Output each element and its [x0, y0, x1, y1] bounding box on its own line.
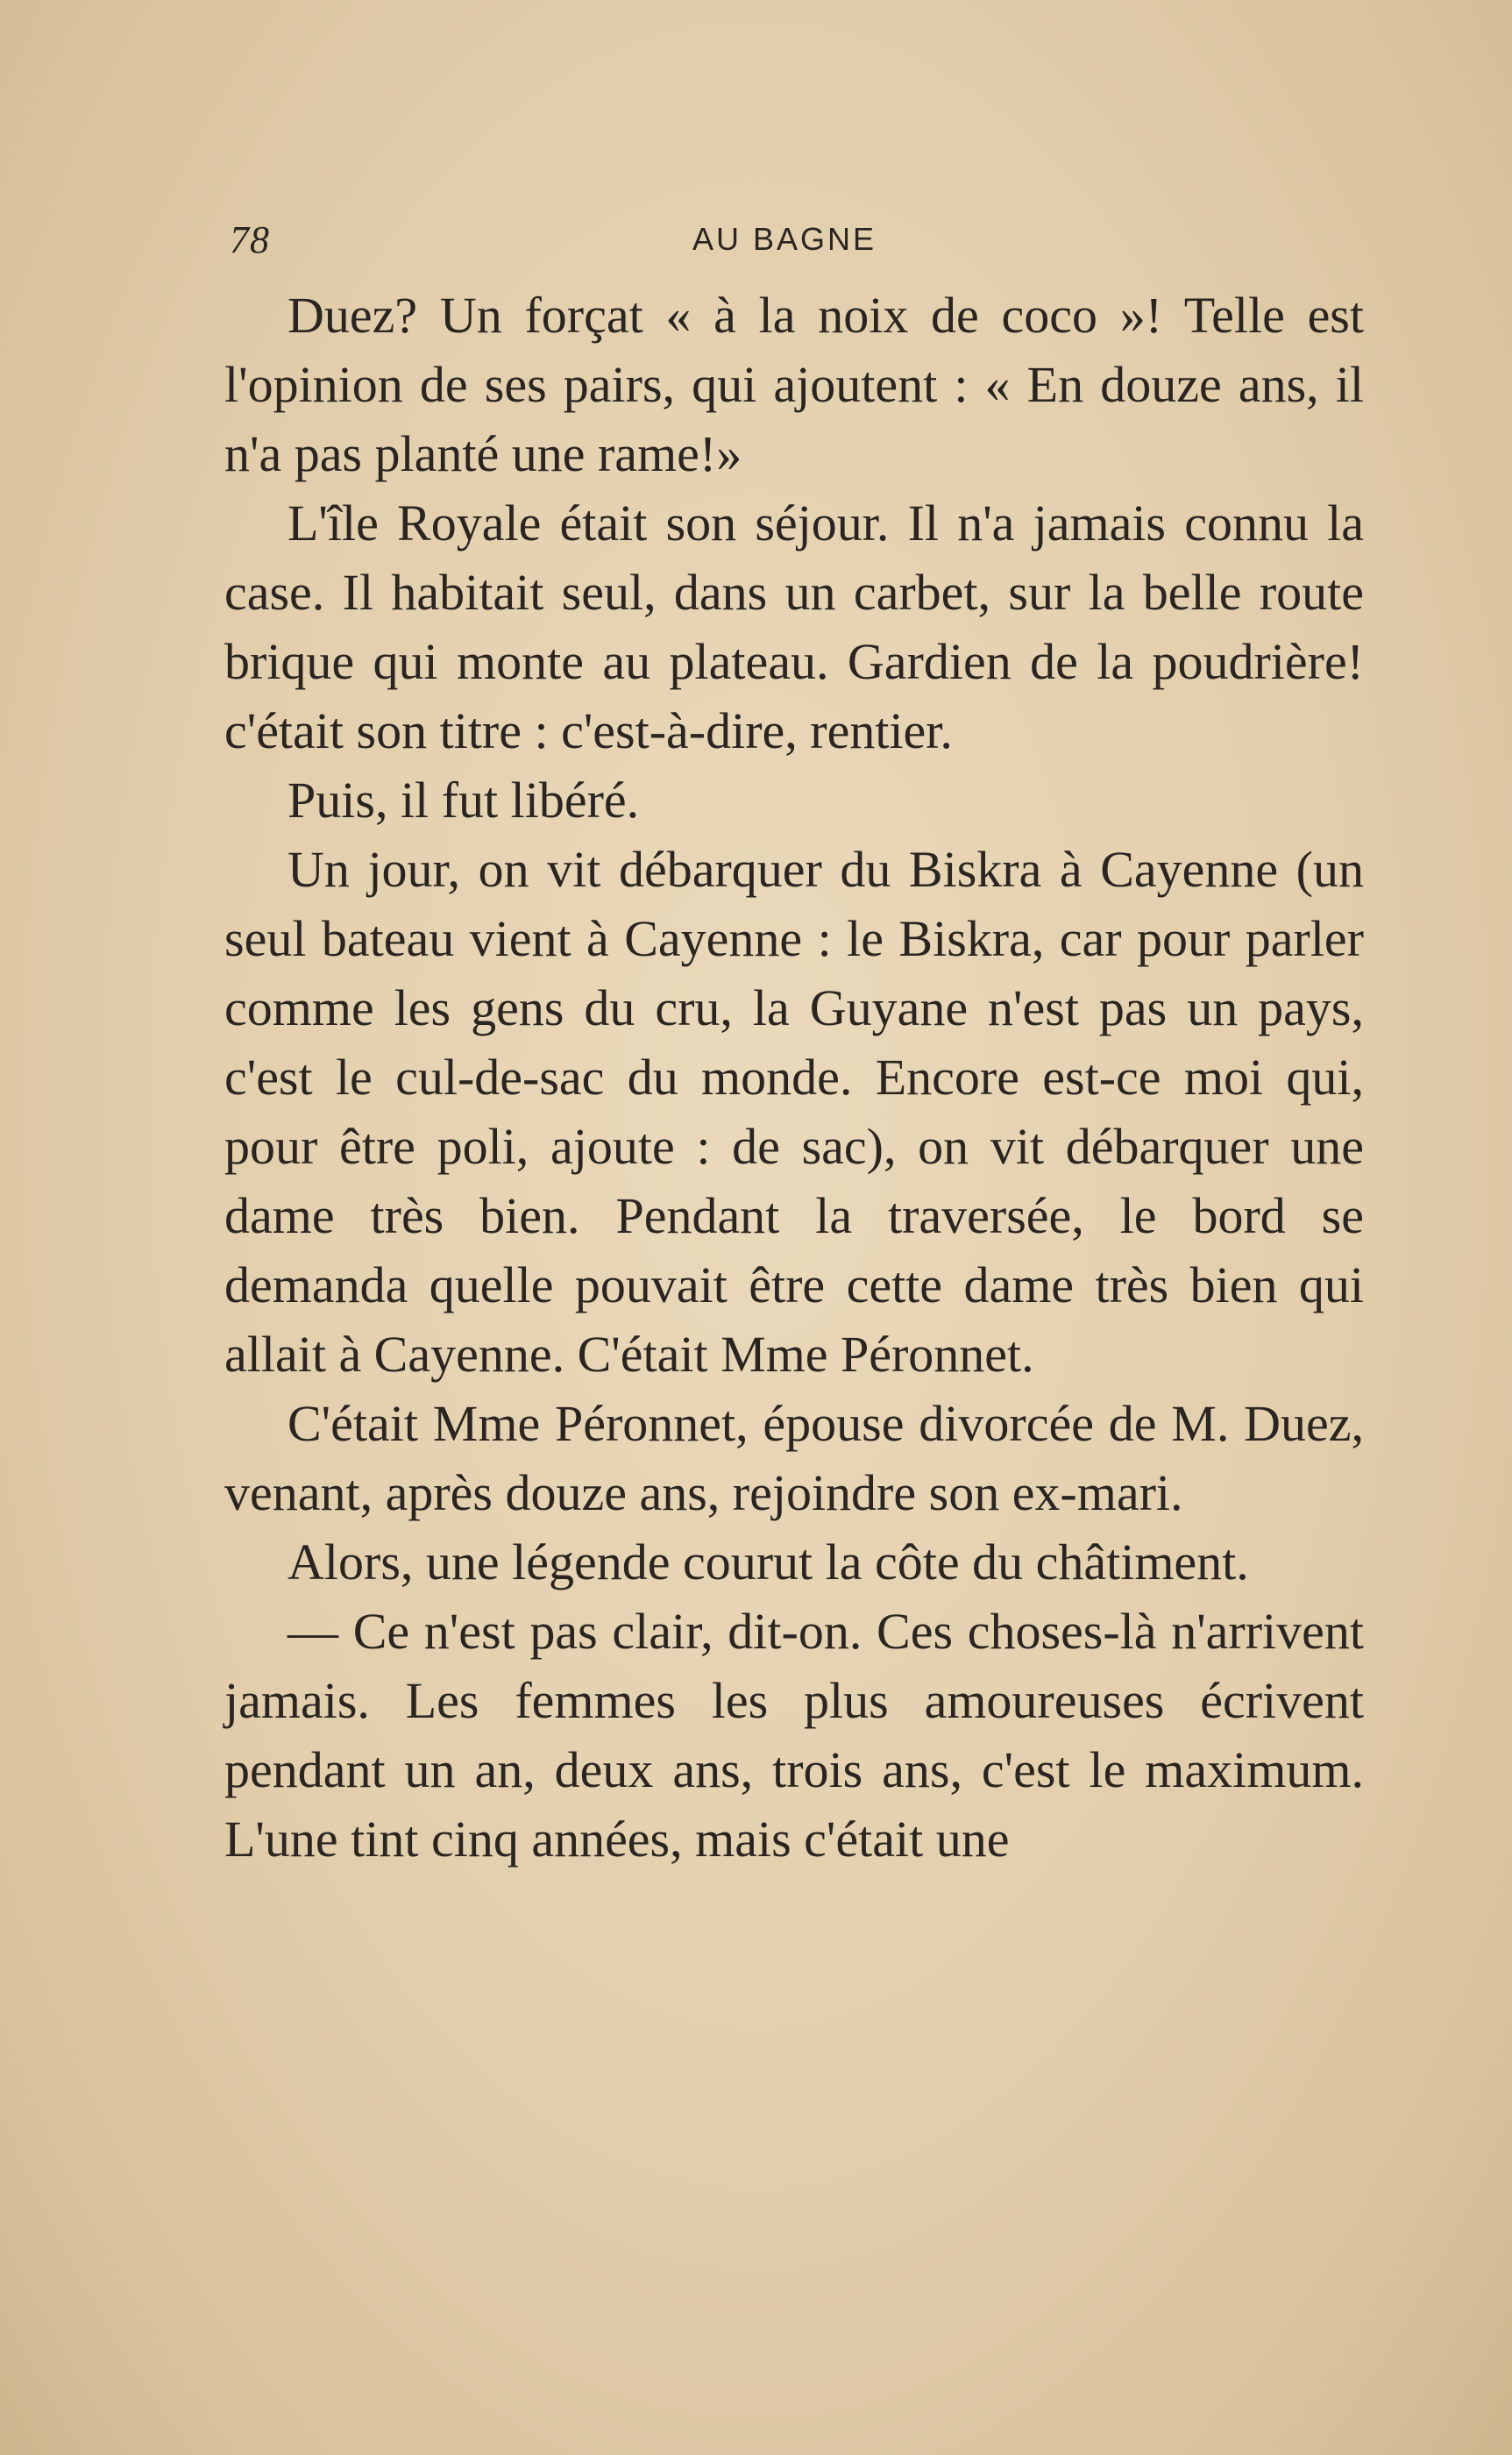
paragraph: — Ce n'est pas clair, dit-on. Ces choses-là n'arrivent jamais. Les femmes les plus amoureuses écrivent pendant un an, deux ans, trois ans, c'est le maximum. L'une tint cinq années, mais c'était une — [224, 1603, 1364, 1868]
paragraph: Un jour, on vit débarquer du Biskra à Cayenne (un seul bateau vient à Cayenne : le Biskra, car pour parler comme les gens du cru, la Guyane n'est pas un pays, c'est le cul-de-sac du monde. Encore est-ce moi qui, pour être poli, ajoute : de sac), on vit débarquer une dame très bien. Pendant la traversée, le bord se demanda quelle pouvait être cette dame très bien qui allait à Cayenne. C'était Mme Péronnet. — [224, 841, 1364, 1383]
page-header — [230, 217, 1369, 270]
body-text — [224, 281, 1364, 1874]
page-number: 78 — [230, 218, 270, 261]
paragraph: L'île Royale était son séjour. Il n'a jamais connu la case. Il habitait seul, dans un carbet, sur la belle route brique qui monte au plateau. Gardien de la poudrière! c'était son titre : c'est-à-dire, rentier. — [224, 495, 1364, 759]
paragraph: Alors, une légende courut la côte du châtiment. — [287, 1533, 1249, 1590]
running-head: AU BAGNE — [692, 221, 877, 257]
paragraph: C'était Mme Péronnet, épouse divorcée de M. Duez, venant, après douze ans, rejoindre son ex-mari. — [224, 1395, 1364, 1521]
paragraph: Puis, il fut libéré. — [287, 772, 640, 829]
paragraph-continuation: Duez? Un forçat « à la noix de coco »! Telle est l'opinion de ses pairs, qui ajoutent : « En douze ans, il n'a pas planté une rame!» — [224, 287, 1364, 482]
